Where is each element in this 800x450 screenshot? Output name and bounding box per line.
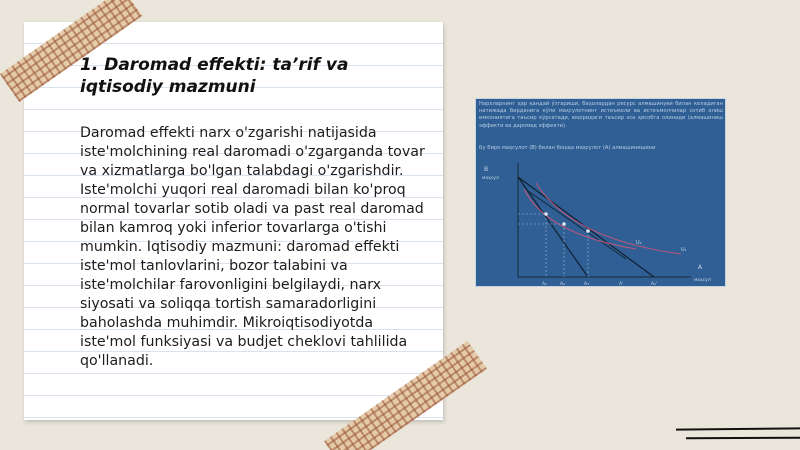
x-tick-a2: A₂: [560, 282, 565, 287]
x-tick-a3: A₃: [584, 282, 589, 287]
figure-caption: Нарxларнинг ҳар қандай ўзгариши, баҳолардан ресурс алмашинуви билан келадиган натижада бирданига кўпи маҳсулотнинг истеъмоли ва истеъмолчилар сотиб олиш имкониятига таъсир кўрсатади, юқоридаги таъсир эса ҳисобга олинади (алмашиниш эффекти ва даромад эффекти).: [479, 101, 723, 129]
curve-label-u2: U₂: [636, 240, 642, 246]
x-axis-sublabel: маҳсул: [694, 278, 711, 283]
figure-caption-line2: Бу биро маҳсулот (В) билан бошқа маҳсулот (А) алмашинишини: [479, 145, 656, 151]
budget-line-shifted: [528, 191, 626, 259]
decorative-line-1: [676, 427, 800, 430]
x-tick-a-prime: A': [619, 282, 624, 287]
budget-line-1: [518, 177, 588, 277]
point-e3: [586, 229, 590, 233]
y-axis-label: B: [484, 166, 489, 173]
curve-label-u1: U₁: [681, 247, 687, 253]
slide-body-text: Daromad effekti narx o'zgarishi natijasida iste'molchining real daromadi o'zgarganda tovar va xizmatlarga bo'lgan talabdagi o'zgarishdir. Iste'molchi yuqori real daromadi bilan ko'proq normal tovarlar sotib oladi va past real daromad bilan kamroq yoki inferior tovarlarga o'tishi mumkin. Iqtisodiy mazmuni: daromad effekti iste'mol tanlovlarini, bozor talabini va iste'molchilar farovonligini belgilaydi, narx siyosati va soliqqa tortish samaradorligini baholashda muhimdir. Mikroiqtisodiyotda iste'mol funksiyasi va budjet cheklovi tahlilida qo'llanadi.: [80, 125, 425, 369]
decorative-line-2: [686, 437, 800, 440]
x-tick-a2-prime: A₂': [651, 282, 658, 287]
point-e2: [562, 222, 566, 226]
x-tick-a1: A₁: [542, 282, 547, 287]
indifference-diagram: [476, 99, 726, 287]
x-axis-label: A: [698, 264, 703, 271]
y-axis-sublabel: маҳсул: [482, 176, 499, 181]
income-effect-figure: [475, 98, 726, 287]
slide-title: 1. Daromad effekti: ta’rif va iqtisodiy mazmuni: [80, 55, 349, 97]
point-e1: [544, 212, 548, 216]
